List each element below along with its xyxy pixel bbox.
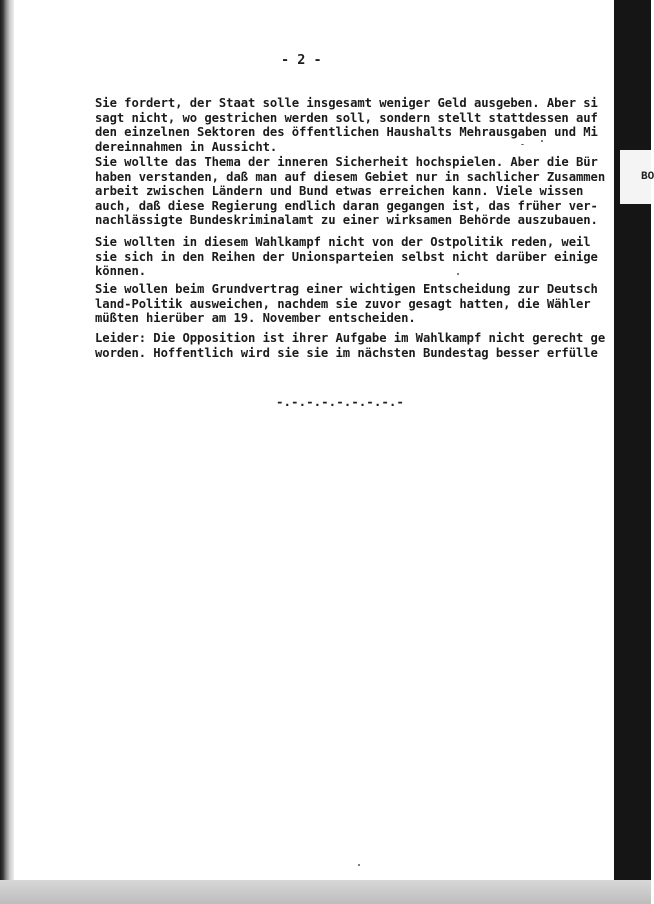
page-number: - 2 - (281, 52, 322, 68)
paragraph-line: haben verstanden, daß man auf diesem Gebiet nur in sachlicher Zusammen (95, 169, 606, 184)
scan-speck (358, 864, 360, 866)
paragraph-5 (95, 331, 614, 360)
paragraph-line: arbeit zwischen Ländern und Bund etwas erreichen kann. Viele wissen (95, 184, 584, 199)
paragraph-2 (95, 155, 614, 228)
adjacent-page-edge (614, 0, 651, 904)
paragraph-line: Sie wollte das Thema der inneren Sicherheit hochspielen. Aber die Bür (95, 155, 598, 169)
end-separator: -.-.-.-.-.-.-.-.- (276, 394, 404, 409)
scan-speck (457, 273, 459, 275)
paragraph-line: nachlässigte Bundeskriminalamt zu einer wirksamen Behörde auszubauen. (95, 213, 598, 228)
paragraph-line: sagt nicht, wo gestrichen werden soll, sondern stellt stattdessen auf (95, 110, 598, 125)
paragraph-line: den einzelnen Sektoren des öffentlichen Haushalts Mehrausgaben und Mi (95, 125, 598, 140)
paragraph-line: sie sich in den Reihen der Unionsparteien selbst nicht darüber einige (95, 249, 598, 264)
binding-shadow-left (0, 0, 14, 904)
paragraph-line: dereinnahmen in Aussicht. (95, 139, 278, 154)
paragraph-line: auch, daß diese Regierung endlich daran gegangen ist, das früher ver- (95, 198, 598, 213)
scan-speck (541, 140, 543, 142)
paragraph-3 (95, 235, 614, 279)
paragraph-line: land-Politik ausweichen, nachdem sie zuvor gesagt hatten, die Wähler (95, 296, 591, 311)
scan-bottom-edge (0, 880, 651, 904)
adjacent-page-tab-text: BO (641, 171, 654, 183)
paragraph-line: müßten hierüber am 19. November entscheiden. (95, 311, 416, 326)
paragraph-line: Leider: Die Opposition ist ihrer Aufgabe im Wahlkampf nicht gerecht ge (95, 331, 606, 345)
scan-speck (521, 144, 524, 145)
paragraph-line: Sie wollen beim Grundvertrag einer wichtigen Entscheidung zur Deutsch (95, 282, 598, 296)
paragraph-line: worden. Hoffentlich wird sie sie im nächsten Bundestag besser erfülle (95, 345, 598, 360)
paragraph-line: Sie fordert, der Staat solle insgesamt weniger Geld ausgeben. Aber si (95, 96, 598, 110)
paragraph-1 (95, 96, 614, 154)
paragraph-line: Sie wollten in diesem Wahlkampf nicht von der Ostpolitik reden, weil (95, 235, 591, 249)
paragraph-4 (95, 282, 614, 326)
paragraph-line: können. (95, 264, 147, 279)
